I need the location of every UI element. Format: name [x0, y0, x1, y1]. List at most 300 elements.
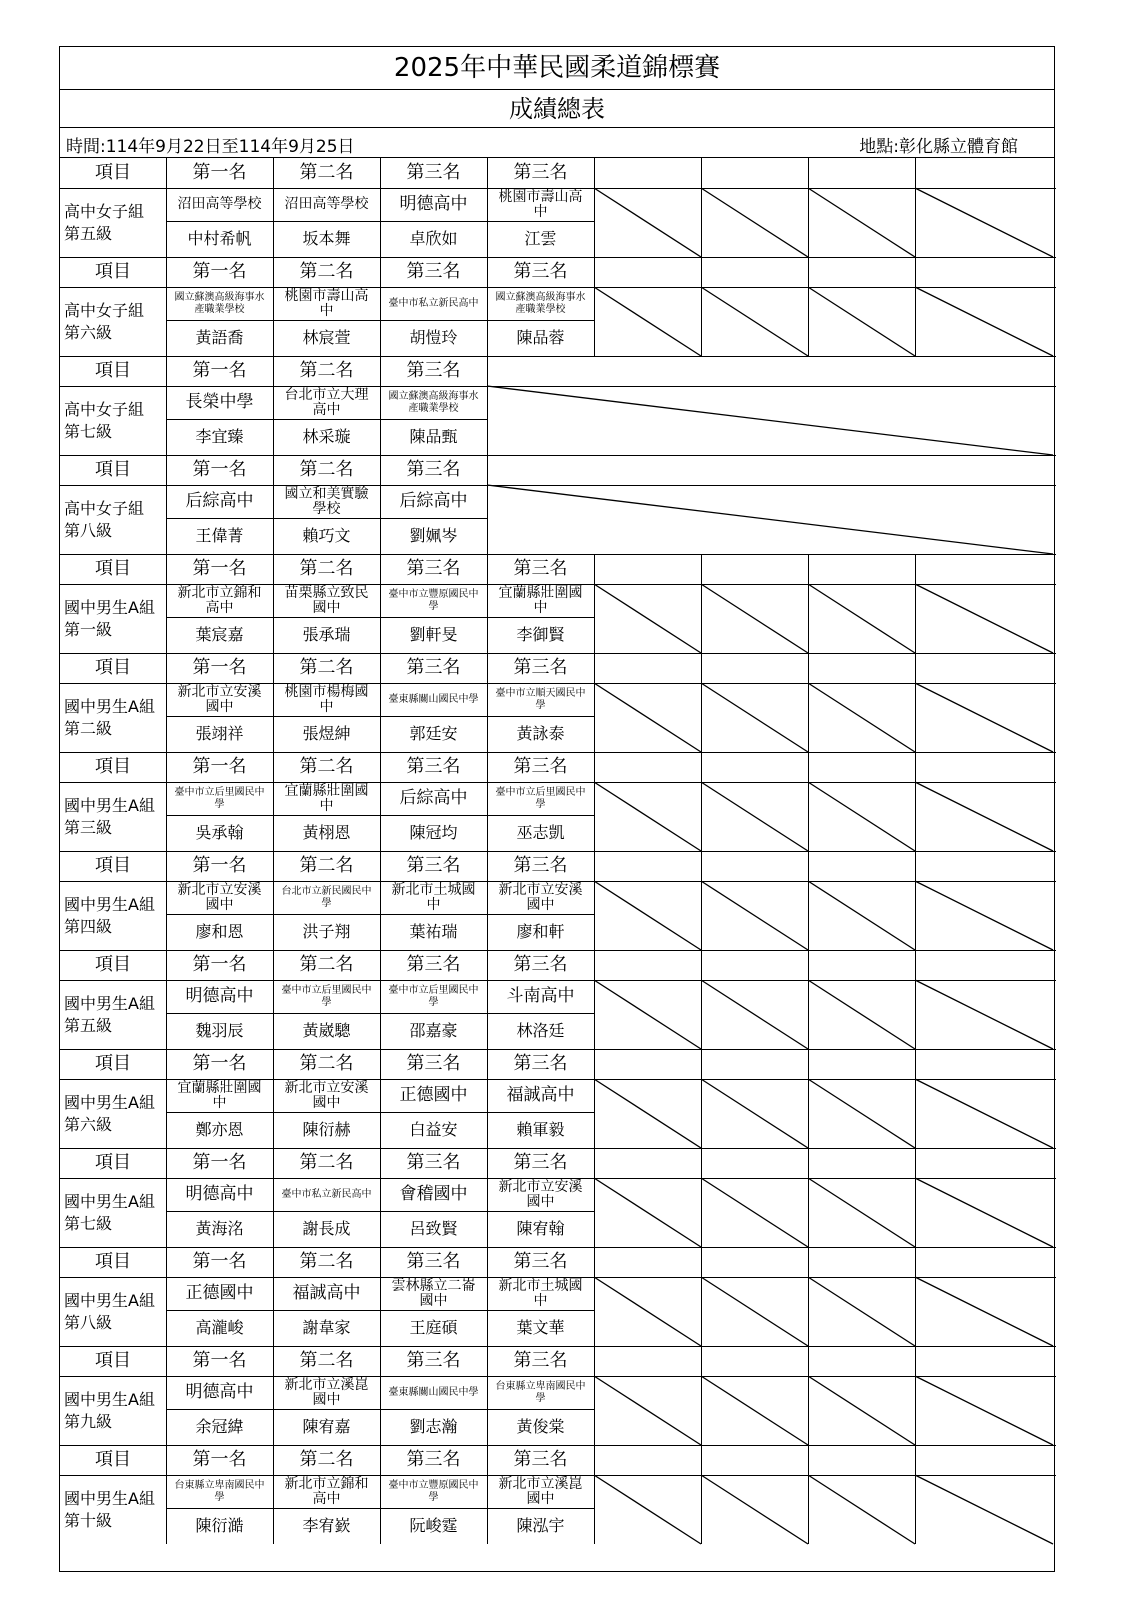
- rank-header: 第一名: [192, 1448, 247, 1470]
- diagonal-line: [808, 1475, 915, 1544]
- row-divider: [60, 485, 1056, 486]
- column-divider: [273, 653, 274, 752]
- rank-header: 第三名: [513, 854, 568, 876]
- results-sheet: [59, 46, 1055, 1572]
- row-divider: [60, 386, 1056, 387]
- athlete-name: 李宥嶔: [302, 1515, 351, 1535]
- school-cell: 會稽國中: [399, 1183, 468, 1204]
- column-divider: [166, 554, 167, 653]
- column-divider: [273, 752, 274, 851]
- diagonal-line: [594, 584, 701, 653]
- column-divider: [808, 1049, 809, 1148]
- school-cell: 新北市立安溪國中: [498, 1178, 583, 1210]
- rank-header: 第三名: [406, 656, 461, 678]
- school-cell: 臺中市立后里國民中學: [388, 985, 479, 1008]
- column-divider: [808, 158, 809, 257]
- school-cell: 桃園市楊梅國中: [284, 683, 369, 715]
- item-header: 項目: [95, 1250, 131, 1272]
- athlete-name: 林采璇: [302, 426, 351, 446]
- rank-header: 第三名: [513, 1250, 568, 1272]
- school-cell: 福誠高中: [506, 1084, 575, 1105]
- column-divider: [273, 455, 274, 554]
- column-divider: [166, 851, 167, 950]
- column-divider: [166, 1049, 167, 1148]
- document-subtitle: 成績總表: [60, 90, 1054, 128]
- column-divider: [380, 257, 381, 356]
- athlete-name: 葉祐瑞: [409, 921, 458, 941]
- athlete-name: 謝韋家: [302, 1317, 351, 1337]
- column-divider: [273, 1049, 274, 1148]
- rank-header: 第一名: [192, 1151, 247, 1173]
- diagonal-line: [594, 1376, 701, 1445]
- column-divider: [594, 158, 595, 257]
- athlete-name: 黃栩恩: [302, 822, 351, 842]
- rank-header: 第三名: [406, 458, 461, 480]
- school-cell: 國立和美實驗學校: [284, 485, 369, 517]
- rank-header: 第二名: [299, 1052, 354, 1074]
- category-label: 高中女子組 第五級: [64, 201, 145, 243]
- rank-header: 第三名: [513, 755, 568, 777]
- diagonal-line: [915, 1277, 1053, 1346]
- school-cell: 台東縣立卑南國民中學: [495, 1381, 586, 1404]
- school-cell: 新北市立安溪國中: [177, 881, 262, 913]
- school-cell: 新北市立溪崑國中: [498, 1475, 583, 1507]
- column-divider: [701, 1346, 702, 1445]
- diagonal-line: [701, 287, 808, 356]
- school-cell: 臺中市立后里國民中學: [495, 787, 586, 810]
- diagonal-line: [487, 386, 1053, 455]
- rank-header: 第二名: [299, 260, 354, 282]
- school-cell: 沼田高等學校: [284, 196, 369, 213]
- rank-header: 第二名: [299, 1349, 354, 1371]
- athlete-name: 陳衍澔: [195, 1515, 244, 1535]
- rank-header: 第三名: [406, 953, 461, 975]
- rank-header: 第一名: [192, 260, 247, 282]
- column-divider: [808, 950, 809, 1049]
- column-divider: [166, 1346, 167, 1445]
- school-cell: 明德高中: [185, 985, 254, 1006]
- athlete-name: 黃詠泰: [516, 723, 565, 743]
- category-label: 國中男生A組 第三級: [64, 795, 155, 837]
- column-divider: [808, 257, 809, 356]
- column-divider: [380, 1346, 381, 1445]
- column-divider: [915, 950, 916, 1049]
- diagonal-line: [808, 881, 915, 950]
- column-divider: [701, 1148, 702, 1247]
- school-cell: 臺中市立后里國民中學: [281, 985, 372, 1008]
- school-cell: 國立蘇澳高級海事水產職業學校: [388, 391, 479, 414]
- rank-header: 第三名: [406, 1052, 461, 1074]
- school-cell: 雲林縣立二崙國中: [391, 1277, 476, 1309]
- school-cell: 斗南高中: [506, 985, 575, 1006]
- athlete-name: 劉姵岑: [409, 525, 458, 545]
- rank-header: 第一名: [192, 458, 247, 480]
- diagonal-line: [915, 188, 1053, 257]
- athlete-name: 阮峻霆: [409, 1515, 458, 1535]
- diagonal-line: [915, 584, 1053, 653]
- rank-header: 第三名: [406, 755, 461, 777]
- category-label: 國中男生A組 第二級: [64, 696, 155, 738]
- diagonal-line: [487, 485, 1053, 554]
- column-divider: [915, 752, 916, 851]
- diagonal-line: [701, 782, 808, 851]
- column-divider: [487, 257, 488, 356]
- column-divider: [701, 1445, 702, 1544]
- column-divider: [487, 455, 488, 554]
- diagonal-line: [594, 188, 701, 257]
- rank-header: 第一名: [192, 1250, 247, 1272]
- diagonal-line: [594, 683, 701, 752]
- event-time: 時間:114年9月22日至114年9月25日: [66, 137, 355, 157]
- diagonal-line: [808, 287, 915, 356]
- athlete-name: 吳承翰: [195, 822, 244, 842]
- school-cell: 后綜高中: [185, 490, 254, 511]
- category-label: 高中女子組 第八級: [64, 498, 145, 540]
- column-divider: [166, 257, 167, 356]
- rank-header: 第三名: [406, 161, 461, 183]
- category-label: 國中男生A組 第五級: [64, 993, 155, 1035]
- column-divider: [701, 1049, 702, 1148]
- athlete-name: 陳品甄: [409, 426, 458, 446]
- school-cell: 明德高中: [399, 193, 468, 214]
- diagonal-line: [808, 1376, 915, 1445]
- rank-header: 第三名: [406, 1151, 461, 1173]
- row-divider: [60, 782, 1056, 783]
- rank-header: 第二名: [299, 458, 354, 480]
- school-cell: 台北市立新民國民中學: [281, 886, 372, 909]
- athlete-name: 邵嘉豪: [409, 1020, 458, 1040]
- event-location: 地點:彰化縣立體育館: [859, 137, 1018, 157]
- athlete-name: 陳衍赫: [302, 1119, 351, 1139]
- item-header: 項目: [95, 260, 131, 282]
- diagonal-line: [701, 188, 808, 257]
- column-divider: [594, 1049, 595, 1148]
- rank-header: 第二名: [299, 656, 354, 678]
- school-cell: 正德國中: [399, 1084, 468, 1105]
- column-divider: [166, 950, 167, 1049]
- diagonal-line: [701, 980, 808, 1049]
- column-divider: [273, 356, 274, 455]
- row-divider: [60, 980, 1056, 981]
- column-divider: [166, 356, 167, 455]
- rank-header: 第三名: [513, 953, 568, 975]
- column-divider: [487, 356, 488, 455]
- column-divider: [273, 950, 274, 1049]
- athlete-name: 謝長成: [302, 1218, 351, 1238]
- column-divider: [273, 158, 274, 257]
- row-divider: [60, 881, 1056, 882]
- column-divider: [273, 554, 274, 653]
- athlete-name: 洪子翔: [302, 921, 351, 941]
- school-cell: 沼田高等學校: [177, 196, 262, 213]
- diagonal-line: [808, 1079, 915, 1148]
- rank-header: 第三名: [513, 557, 568, 579]
- school-cell: 新北市立溪崑國中: [284, 1376, 369, 1408]
- diagonal-line: [701, 1475, 808, 1544]
- column-divider: [915, 554, 916, 653]
- school-cell: 臺東縣關山國民中學: [388, 1386, 479, 1398]
- athlete-name: 陳冠均: [409, 822, 458, 842]
- athlete-name: 黃崴驄: [302, 1020, 351, 1040]
- diagonal-line: [915, 1079, 1053, 1148]
- column-divider: [166, 455, 167, 554]
- column-divider: [808, 554, 809, 653]
- diagonal-line: [594, 782, 701, 851]
- item-header: 項目: [95, 1448, 131, 1470]
- column-divider: [380, 455, 381, 554]
- athlete-name: 黃俊棠: [516, 1416, 565, 1436]
- column-divider: [701, 851, 702, 950]
- row-divider: [60, 1079, 1056, 1080]
- row-divider: [60, 287, 1056, 288]
- column-divider: [915, 851, 916, 950]
- column-divider: [915, 1049, 916, 1148]
- school-cell: 新北市土城國中: [391, 881, 476, 913]
- item-header: 項目: [95, 458, 131, 480]
- athlete-name: 黃海洺: [195, 1218, 244, 1238]
- rank-header: 第三名: [513, 1349, 568, 1371]
- column-divider: [915, 1247, 916, 1346]
- school-cell: 新北市立安溪國中: [498, 881, 583, 913]
- diagonal-line: [915, 1376, 1053, 1445]
- diagonal-line: [701, 1178, 808, 1247]
- category-label: 國中男生A組 第八級: [64, 1290, 155, 1332]
- athlete-name: 鄭亦恩: [195, 1119, 244, 1139]
- rank-header: 第一名: [192, 557, 247, 579]
- school-cell: 新北市立安溪國中: [177, 683, 262, 715]
- column-divider: [915, 653, 916, 752]
- diagonal-line: [594, 1079, 701, 1148]
- column-divider: [701, 752, 702, 851]
- rank-header: 第一名: [192, 656, 247, 678]
- item-header: 項目: [95, 854, 131, 876]
- column-divider: [701, 1247, 702, 1346]
- athlete-name: 張煜紳: [302, 723, 351, 743]
- rank-header: 第三名: [406, 260, 461, 282]
- column-divider: [487, 1445, 488, 1544]
- column-divider: [487, 950, 488, 1049]
- school-cell: 臺中市立豐原國民中學: [388, 589, 479, 612]
- school-cell: 台東縣立卑南國民中學: [174, 1480, 265, 1503]
- row-divider: [60, 188, 1056, 189]
- rank-header: 第二名: [299, 359, 354, 381]
- diagonal-line: [915, 1178, 1053, 1247]
- athlete-name: 黃語喬: [195, 327, 244, 347]
- school-cell: 宜蘭縣壯圍國中: [498, 584, 583, 616]
- column-divider: [915, 1445, 916, 1544]
- athlete-name: 廖和軒: [516, 921, 565, 941]
- item-header: 項目: [95, 359, 131, 381]
- column-divider: [594, 1148, 595, 1247]
- category-label: 國中男生A組 第九級: [64, 1389, 155, 1431]
- diagonal-line: [915, 782, 1053, 851]
- athlete-name: 中村希帆: [187, 228, 252, 248]
- column-divider: [594, 1346, 595, 1445]
- column-divider: [273, 257, 274, 356]
- school-cell: 臺中市私立新民高中: [388, 297, 479, 309]
- diagonal-line: [594, 287, 701, 356]
- diagonal-line: [915, 683, 1053, 752]
- diagonal-line: [594, 980, 701, 1049]
- column-divider: [273, 1247, 274, 1346]
- column-divider: [808, 1445, 809, 1544]
- diagonal-line: [808, 683, 915, 752]
- athlete-name: 陳品蓉: [516, 327, 565, 347]
- athlete-name: 郭廷安: [409, 723, 458, 743]
- item-header: 項目: [95, 1052, 131, 1074]
- rank-header: 第三名: [406, 854, 461, 876]
- athlete-name: 余冠緯: [195, 1416, 244, 1436]
- rank-header: 第三名: [406, 1448, 461, 1470]
- rank-header: 第三名: [513, 161, 568, 183]
- diagonal-line: [701, 683, 808, 752]
- row-divider: [60, 683, 1056, 684]
- school-cell: 正德國中: [185, 1282, 254, 1303]
- column-divider: [701, 950, 702, 1049]
- category-label: 國中男生A組 第十級: [64, 1488, 155, 1530]
- rank-header: 第三名: [513, 260, 568, 282]
- column-divider: [380, 1148, 381, 1247]
- column-divider: [594, 752, 595, 851]
- row-divider: [166, 518, 487, 519]
- rank-header: 第一名: [192, 1349, 247, 1371]
- column-divider: [808, 851, 809, 950]
- athlete-name: 巫志凱: [516, 822, 565, 842]
- school-cell: 后綜高中: [399, 490, 468, 511]
- column-divider: [166, 1445, 167, 1544]
- school-cell: 后綜高中: [399, 787, 468, 808]
- column-divider: [487, 1346, 488, 1445]
- school-cell: 臺中市立順天國民中學: [495, 688, 586, 711]
- column-divider: [915, 1148, 916, 1247]
- school-cell: 苗栗縣立致民國中: [284, 584, 369, 616]
- school-cell: 臺中市立豐原國民中學: [388, 1480, 479, 1503]
- athlete-name: 李宜臻: [195, 426, 244, 446]
- column-divider: [701, 158, 702, 257]
- column-divider: [487, 554, 488, 653]
- category-label: 國中男生A組 第一級: [64, 597, 155, 639]
- athlete-name: 卓欣如: [409, 228, 458, 248]
- row-divider: [60, 1178, 1056, 1179]
- diagonal-line: [701, 584, 808, 653]
- item-header: 項目: [95, 656, 131, 678]
- school-cell: 國立蘇澳高級海事水產職業學校: [495, 292, 586, 315]
- column-divider: [701, 257, 702, 356]
- school-cell: 臺中市私立新民高中: [281, 1188, 372, 1200]
- column-divider: [487, 851, 488, 950]
- rank-header: 第二名: [299, 1151, 354, 1173]
- rank-header: 第三名: [513, 1448, 568, 1470]
- school-cell: 福誠高中: [292, 1282, 361, 1303]
- column-divider: [380, 653, 381, 752]
- school-cell: 新北市立安溪國中: [284, 1079, 369, 1111]
- rank-header: 第二名: [299, 953, 354, 975]
- column-divider: [808, 1346, 809, 1445]
- column-divider: [701, 554, 702, 653]
- rank-header: 第一名: [192, 161, 247, 183]
- diagonal-line: [594, 1277, 701, 1346]
- column-divider: [915, 257, 916, 356]
- column-divider: [487, 1247, 488, 1346]
- athlete-name: 葉宸嘉: [195, 624, 244, 644]
- athlete-name: 李御賢: [516, 624, 565, 644]
- category-label: 國中男生A組 第四級: [64, 894, 155, 936]
- column-divider: [380, 554, 381, 653]
- category-label: 國中男生A組 第七級: [64, 1191, 155, 1233]
- column-divider: [594, 851, 595, 950]
- athlete-name: 賴巧文: [302, 525, 351, 545]
- rank-header: 第三名: [513, 1151, 568, 1173]
- item-header: 項目: [95, 953, 131, 975]
- rank-header: 第二名: [299, 557, 354, 579]
- athlete-name: 陳泓宇: [516, 1515, 565, 1535]
- athlete-name: 葉文華: [516, 1317, 565, 1337]
- row-divider: [60, 1277, 1056, 1278]
- athlete-name: 白益安: [409, 1119, 458, 1139]
- school-cell: 國立蘇澳高級海事水產職業學校: [174, 292, 265, 315]
- rank-header: 第二名: [299, 755, 354, 777]
- diagonal-line: [915, 980, 1053, 1049]
- athlete-name: 胡愷玲: [409, 327, 458, 347]
- rank-header: 第一名: [192, 359, 247, 381]
- category-label: 高中女子組 第六級: [64, 300, 145, 342]
- row-divider: [60, 584, 1056, 585]
- info-row: [60, 128, 1054, 158]
- column-divider: [701, 653, 702, 752]
- rank-header: 第一名: [192, 1052, 247, 1074]
- school-cell: 新北市土城國中: [498, 1277, 583, 1309]
- row-divider: [60, 1376, 1056, 1377]
- column-divider: [808, 653, 809, 752]
- athlete-name: 王庭碩: [409, 1317, 458, 1337]
- school-cell: 長榮中學: [185, 391, 254, 412]
- rank-header: 第二名: [299, 1448, 354, 1470]
- school-cell: 宜蘭縣壯圍國中: [284, 782, 369, 814]
- column-divider: [380, 950, 381, 1049]
- column-divider: [594, 1247, 595, 1346]
- rank-header: 第二名: [299, 1250, 354, 1272]
- column-divider: [273, 1445, 274, 1544]
- diagonal-line: [701, 1277, 808, 1346]
- rank-header: 第一名: [192, 953, 247, 975]
- column-divider: [808, 1148, 809, 1247]
- diagonal-line: [808, 584, 915, 653]
- athlete-name: 林宸萱: [302, 327, 351, 347]
- column-divider: [380, 356, 381, 455]
- athlete-name: 陳宥翰: [516, 1218, 565, 1238]
- column-divider: [166, 752, 167, 851]
- diagonal-line: [808, 980, 915, 1049]
- column-divider: [487, 653, 488, 752]
- column-divider: [594, 257, 595, 356]
- school-cell: 臺中市立后里國民中學: [174, 787, 265, 810]
- rank-header: 第一名: [192, 755, 247, 777]
- diagonal-line: [808, 1178, 915, 1247]
- athlete-name: 江雲: [524, 228, 557, 248]
- rank-header: 第三名: [406, 1349, 461, 1371]
- school-cell: 桃園市壽山高中: [284, 287, 369, 319]
- column-divider: [594, 653, 595, 752]
- row-divider: [60, 1475, 1056, 1476]
- school-cell: 臺東縣關山國民中學: [388, 693, 479, 705]
- rank-header: 第三名: [513, 1052, 568, 1074]
- item-header: 項目: [95, 161, 131, 183]
- athlete-name: 呂致賢: [409, 1218, 458, 1238]
- column-divider: [380, 752, 381, 851]
- column-divider: [273, 1148, 274, 1247]
- column-divider: [915, 1346, 916, 1445]
- diagonal-line: [808, 782, 915, 851]
